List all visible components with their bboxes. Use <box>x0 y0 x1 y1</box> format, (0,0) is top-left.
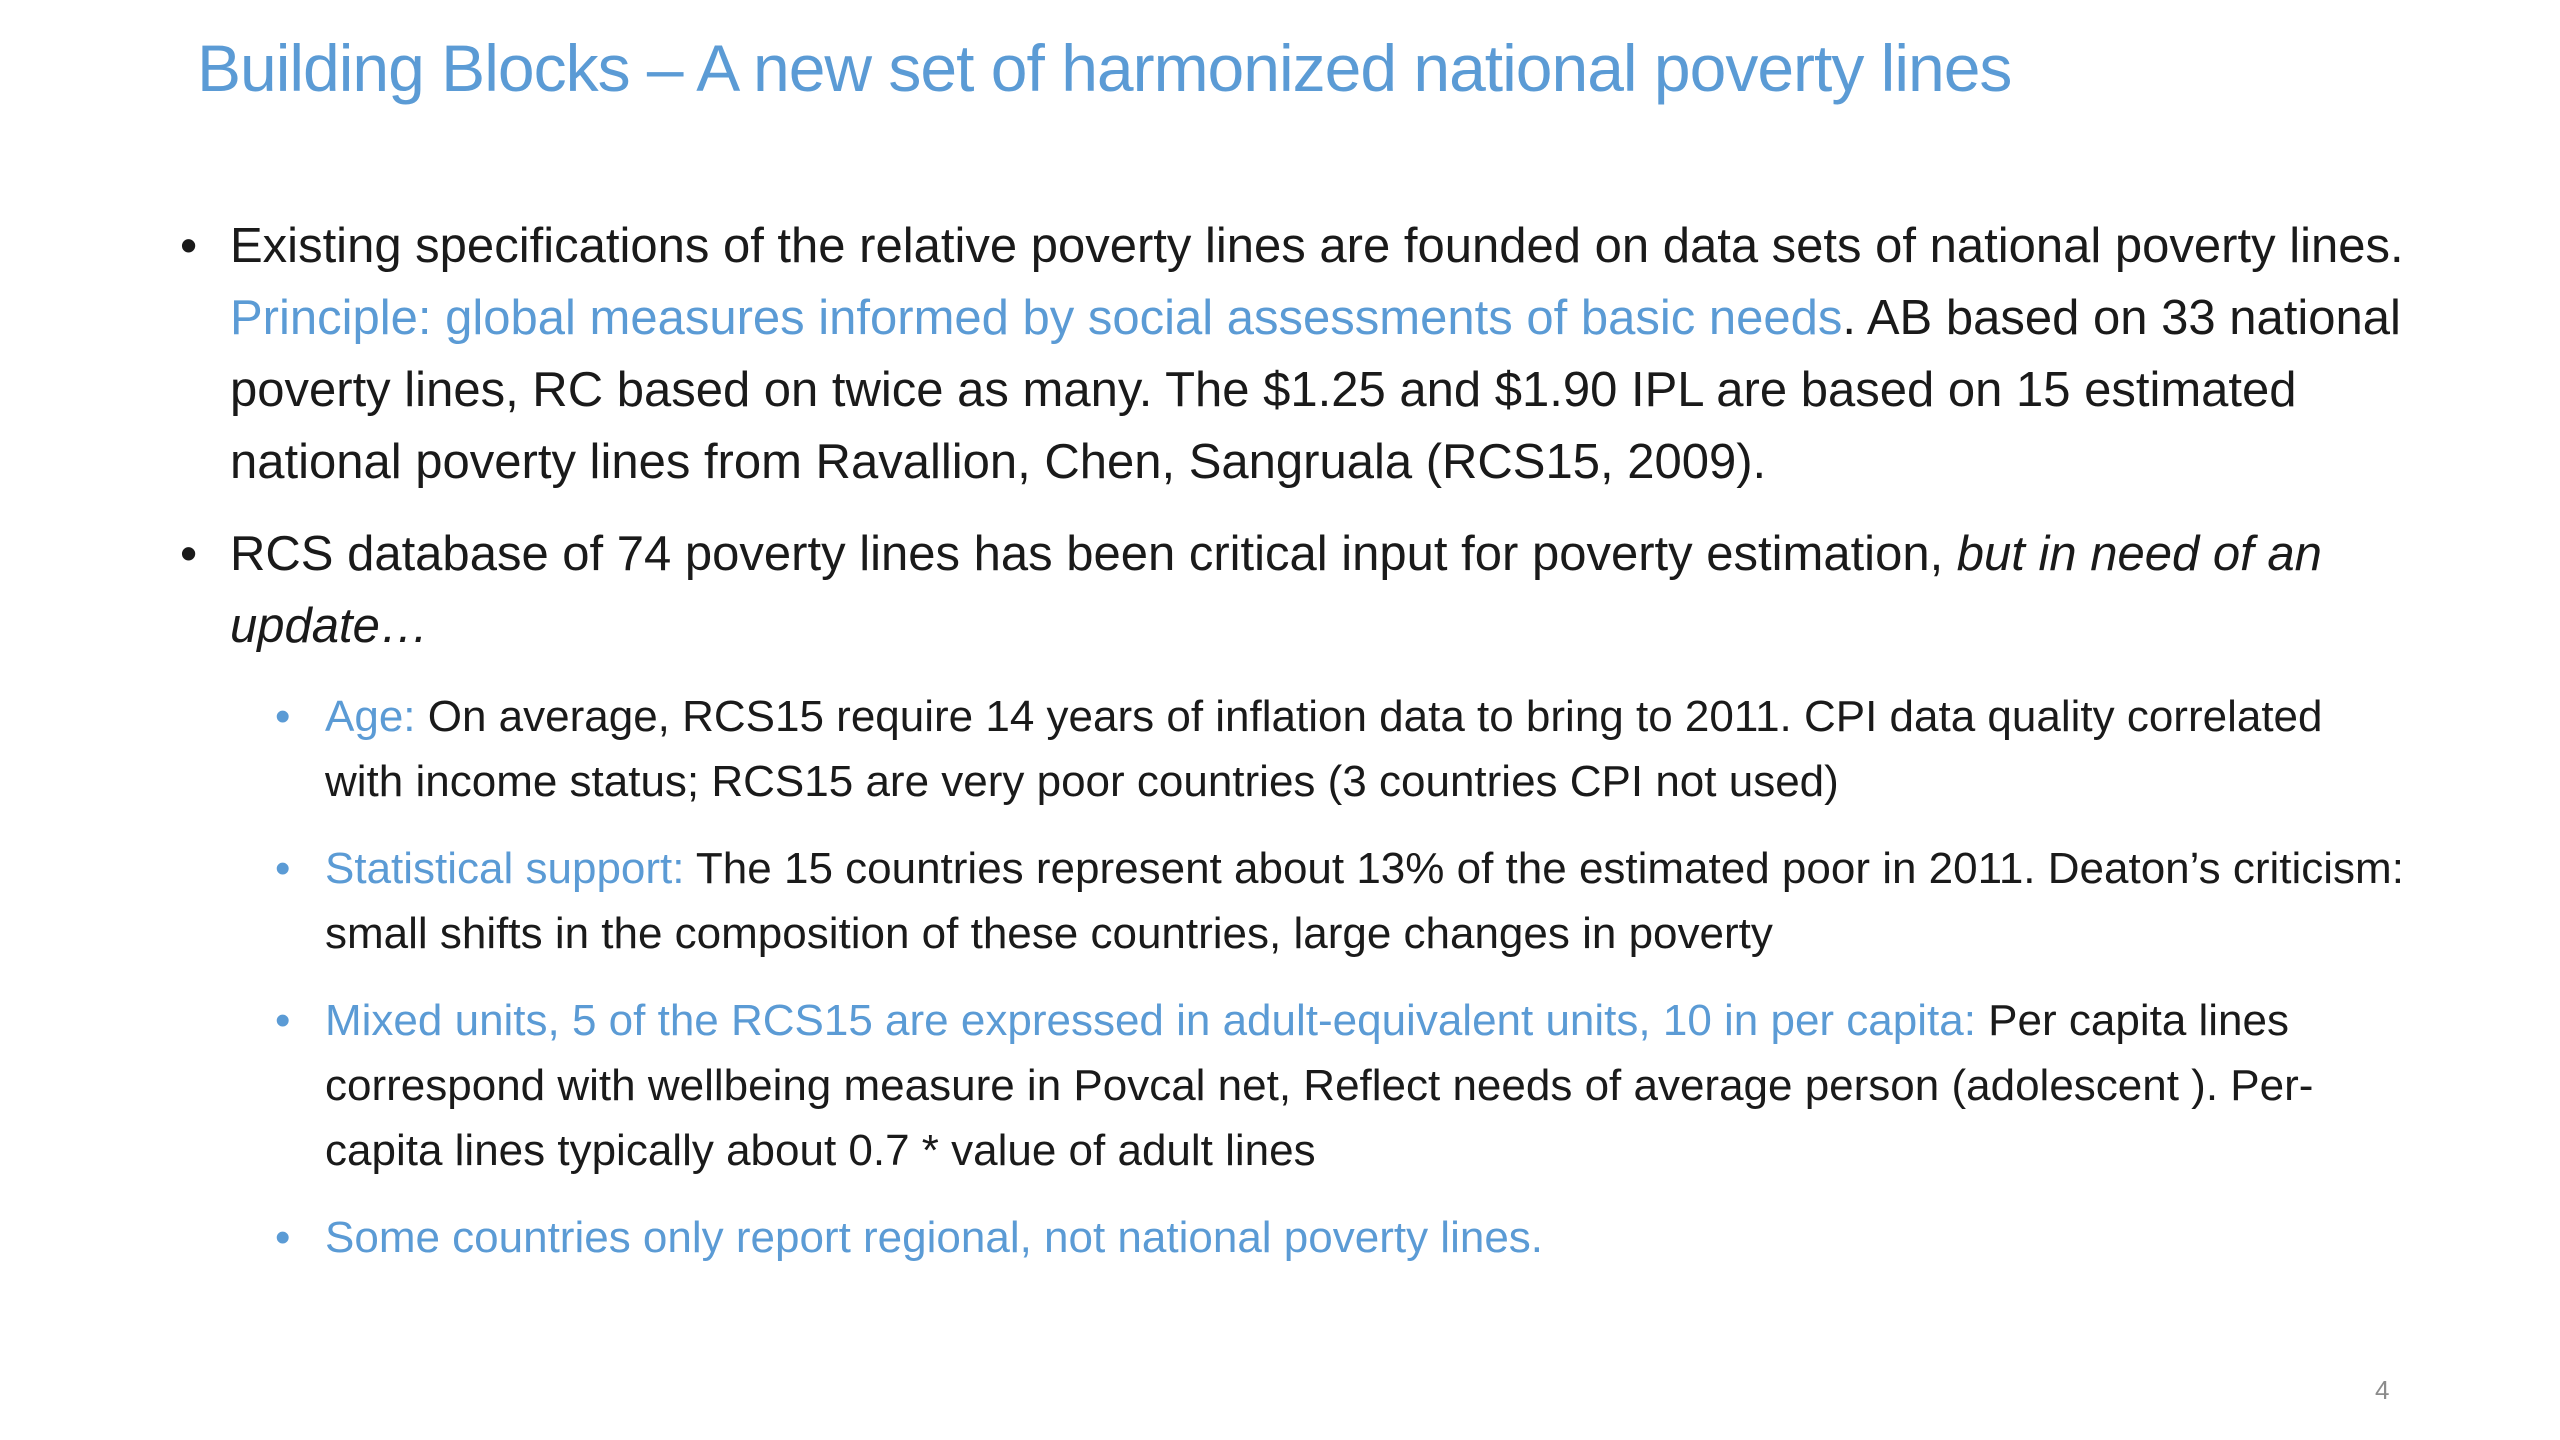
subbullet-item-age <box>275 684 2410 814</box>
bullet-2-text: RCS database of 74 poverty lines has been critical input for poverty estimation, <box>230 527 1957 581</box>
subbullet-statistical-support-label: Statistical support: <box>325 844 685 893</box>
subbullet-item-mixed-units <box>275 988 2410 1183</box>
subbullet-dot-icon: • <box>275 844 291 893</box>
bullet-dot-icon: • <box>180 527 198 581</box>
subbullet-mixed-units-label: Mixed units, 5 of the RCS15 are expressed in adult-equivalent units, 10 in per capita: <box>325 996 1976 1045</box>
subbullet-dot-icon: • <box>275 692 291 741</box>
slide-content <box>170 210 2410 1292</box>
bullet-1-highlight: Principle: global measures informed by social assessments of basic needs <box>230 291 1843 345</box>
bullet-1-text: Existing specifications of the relative poverty lines are founded on data sets of national poverty lines. <box>230 219 2404 273</box>
bullet-dot-icon: • <box>180 219 198 273</box>
subbullet-item-statistical-support <box>275 836 2410 966</box>
subbullet-age-text: On average, RCS15 require 14 years of inflation data to bring to 2011. CPI data quality correlated with income status; RCS15 are very poor countries (3 countries CPI not used) <box>325 692 2323 806</box>
subbullet-item-regional <box>275 1205 2410 1270</box>
subbullet-statistical-support-text: The 15 countries represent about 13% of the estimated poor in 2011. Deaton’s criticism: small shifts in the composition of these countries, large changes in poverty <box>325 844 2404 958</box>
bullet-1-text-continued: . AB based on 33 national poverty lines, RC based on twice as many. The $1.25 and $1.90 IPL are based on 15 estimated national poverty lines from Ravallion, Chen, Sangruala (RCS15, 2009). <box>230 291 2401 489</box>
subbullet-mixed-units-text: Per capita lines correspond with wellbeing measure in Povcal net, Reflect needs of average person (adolescent ). Per-capita lines typically about 0.7 * value of adult lines <box>325 996 2314 1175</box>
subbullet-dot-icon: • <box>275 1213 291 1262</box>
bullet-2-italic: but in need of an update… <box>230 527 2322 653</box>
subbullet-age-label: Age: <box>325 692 416 741</box>
page-number: 4 <box>2375 1375 2390 1405</box>
bullet-item-2 <box>170 518 2410 662</box>
subbullet-dot-icon: • <box>275 996 291 1045</box>
slide-title: Building Blocks – A new set of harmonized national poverty lines <box>197 31 2012 105</box>
bullet-item-1 <box>170 210 2410 498</box>
subbullet-regional-label: Some countries only report regional, not national poverty lines. <box>325 1213 1544 1262</box>
